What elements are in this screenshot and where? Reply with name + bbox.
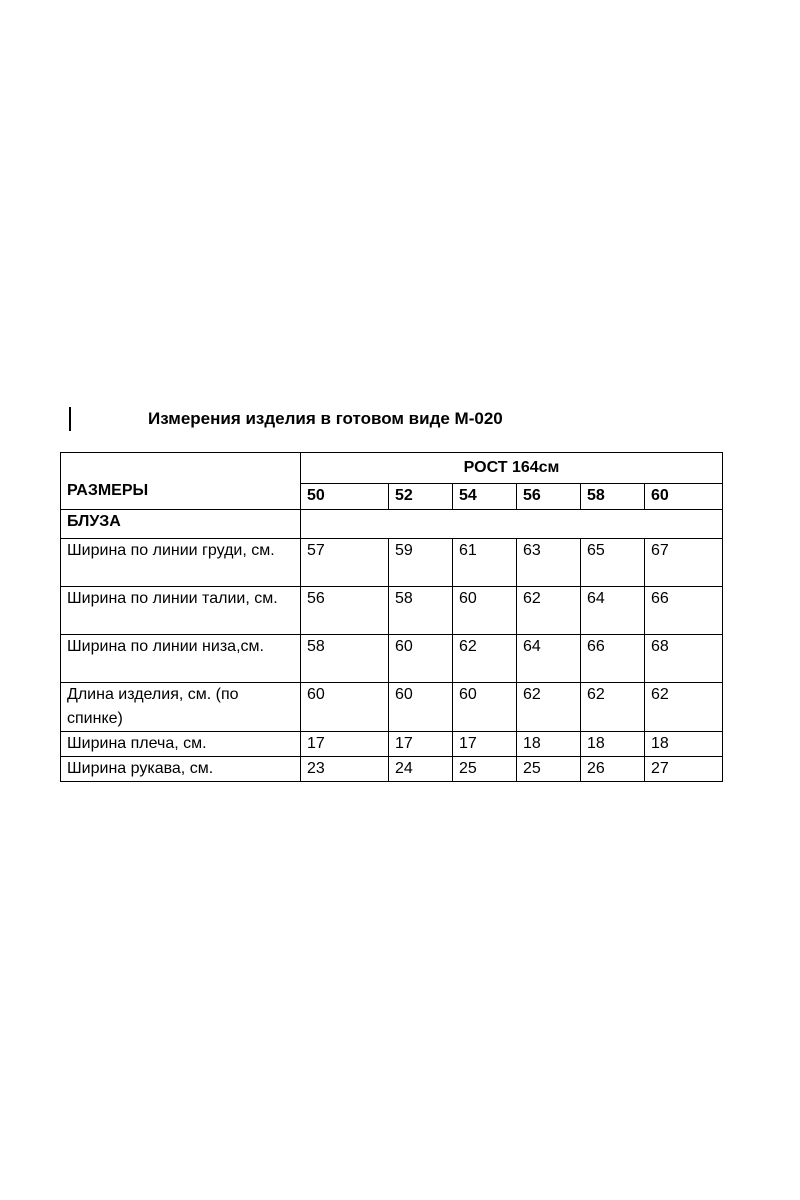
value-cell: 18 — [581, 732, 645, 757]
value-cell: 25 — [517, 757, 581, 782]
row-label: Ширина плеча, см. — [61, 732, 301, 757]
value-cell: 17 — [453, 732, 517, 757]
value-cell: 66 — [581, 635, 645, 683]
value-cell: 27 — [645, 757, 723, 782]
row-label: Ширина рукава, см. — [61, 757, 301, 782]
value-cell: 68 — [645, 635, 723, 683]
value-cell: 61 — [453, 539, 517, 587]
value-cell: 62 — [517, 587, 581, 635]
value-cell: 65 — [581, 539, 645, 587]
size-header-cell: 50 — [301, 484, 389, 510]
value-cell: 62 — [517, 683, 581, 732]
value-cell: 60 — [389, 683, 453, 732]
table-row — [61, 757, 723, 782]
value-cell: 62 — [453, 635, 517, 683]
table-row — [61, 539, 723, 587]
text-cursor-bar — [69, 407, 71, 431]
value-cell: 17 — [389, 732, 453, 757]
row-label: Длина изделия, см. (по спинке) — [61, 683, 301, 732]
value-cell: 25 — [453, 757, 517, 782]
value-cell: 59 — [389, 539, 453, 587]
value-cell: 17 — [301, 732, 389, 757]
value-cell: 62 — [581, 683, 645, 732]
value-cell: 18 — [645, 732, 723, 757]
value-cell: 62 — [645, 683, 723, 732]
table-row — [61, 683, 723, 732]
value-cell: 56 — [301, 587, 389, 635]
value-cell: 24 — [389, 757, 453, 782]
size-table — [60, 452, 723, 782]
size-header-cell: 54 — [453, 484, 517, 510]
row-label: Ширина по линии низа,см. — [61, 635, 301, 683]
growth-header: РОСТ 164см — [301, 453, 723, 484]
value-cell: 18 — [517, 732, 581, 757]
table-row — [61, 732, 723, 757]
table-row — [61, 587, 723, 635]
value-cell: 26 — [581, 757, 645, 782]
value-cell: 64 — [517, 635, 581, 683]
value-cell: 58 — [301, 635, 389, 683]
value-cell: 23 — [301, 757, 389, 782]
table-row — [61, 635, 723, 683]
value-cell: 57 — [301, 539, 389, 587]
value-cell: 60 — [301, 683, 389, 732]
sizes-header: РАЗМЕРЫ — [61, 453, 301, 510]
section-empty-cell — [301, 510, 723, 539]
value-cell: 60 — [453, 683, 517, 732]
document-title: Измерения изделия в готовом виде М-020 — [148, 409, 503, 428]
size-header-cell: 52 — [389, 484, 453, 510]
size-header-cell: 56 — [517, 484, 581, 510]
row-label: Ширина по линии груди, см. — [61, 539, 301, 587]
value-cell: 64 — [581, 587, 645, 635]
size-header-cell: 58 — [581, 484, 645, 510]
value-cell: 60 — [389, 635, 453, 683]
size-header-cell: 60 — [645, 484, 723, 510]
value-cell: 66 — [645, 587, 723, 635]
value-cell: 58 — [389, 587, 453, 635]
value-cell: 63 — [517, 539, 581, 587]
row-label: Ширина по линии талии, см. — [61, 587, 301, 635]
section-label: БЛУЗА — [61, 510, 301, 539]
value-cell: 67 — [645, 539, 723, 587]
value-cell: 60 — [453, 587, 517, 635]
